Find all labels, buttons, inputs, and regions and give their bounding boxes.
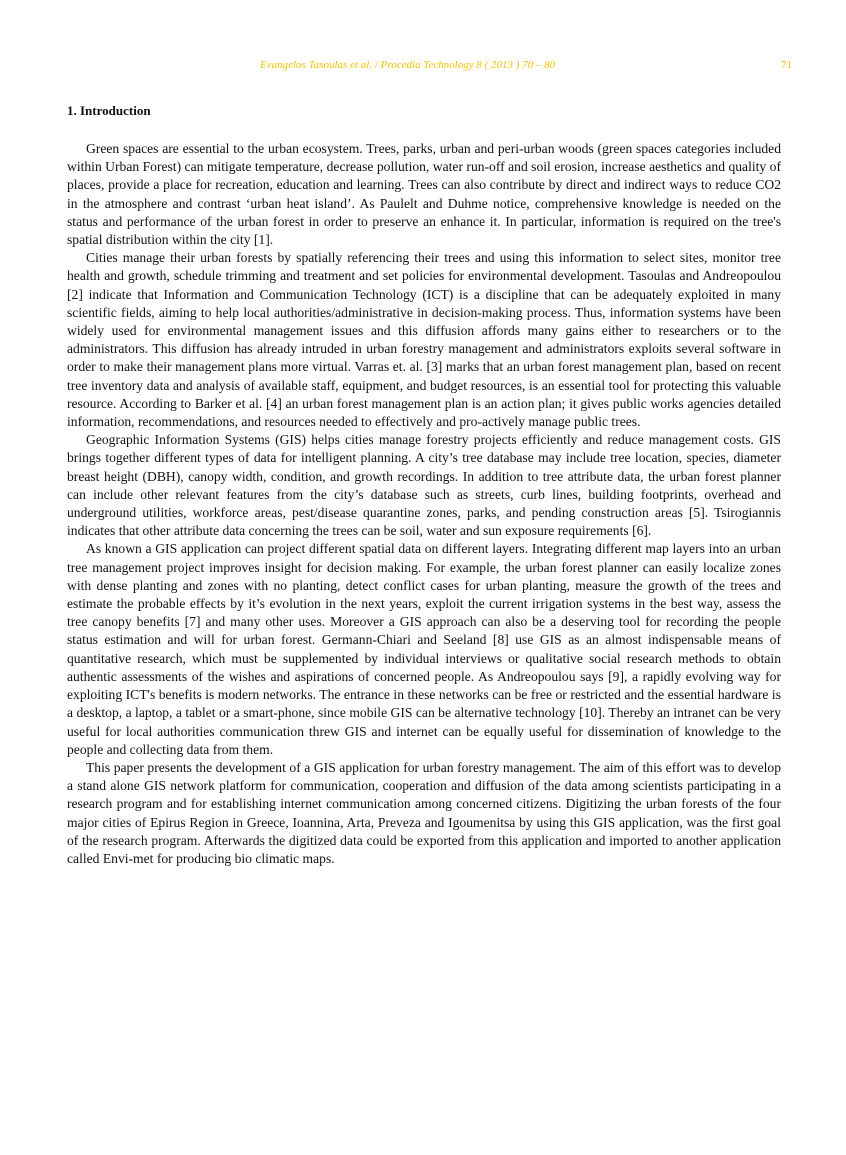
- paragraph-4: As known a GIS application can project different spatial data on different layers. Integrating different map layers into an urban tree management project improves insight for decision making. For example, the urban forest planner can easily localize zones with dense planting and zones with no planting, detect conflict cases for urban planting, measure the growth of the trees and estimate the probable effects by it’s evolution in the next years, exploit the current irrigation systems in the best way, assess the tree canopy benefits [7] and many other uses. Moreover a GIS approach can also be a deserving tool for recording the people status estimation and will for urban forest. Germann-Chiari and Seeland [8] use GIS as an almost indispensable means of quantitative research, which must be supplemented by individual interviews or qualitative social research methods to obtain authentic assessments of the wishes and aspirations of concerned people. As Andreopoulou says [9], a rapidly evolving way for exploiting ICT's benefits is modern networks. The entrance in these networks can be free or restricted and the essential hardware is a desktop, a laptop, a tablet or a smart-phone, since mobile GIS can be alternative technology [10]. Thereby an intranet can be very useful for local authorities communication threw GIS and internet can be equally useful for dissemination of knowledge to the people and collecting data from them.: [67, 541, 781, 757]
- running-header: [0, 59, 846, 75]
- paragraph-1: Green spaces are essential to the urban ecosystem. Trees, parks, urban and peri-urban woods (green spaces categories included within Urban Forest) can mitigate temperature, decrease pollution, water run-off and soil erosion, increase aesthetics and quality of places, provide a place for recreation, education and learning. Trees can also contribute by direct and indirect ways to reduce CO2 in the atmosphere and contrast ‘urban heat island’. As Paulelt and Duhme notice, comprehensive knowledge is needed on the status and performance of the urban forest in order to preserve an enhance it. In particular, information is required on the tree's spatial distribution within the city [1].: [67, 141, 781, 248]
- paragraph-2: Cities manage their urban forests by spatially referencing their trees and using this information to select sites, monitor tree health and growth, schedule trimming and treatment and set policies for environmental development. Tasoulas and Andreopoulou [2] indicate that Information and Communication Technology (ICT) is a discipline that can be adequately exploited in many scientific fields, aiming to help local authorities/administrative in decision-making process. Thus, information systems have been widely used for environmental management issues and this diffusion affords many gains either to researchers or to the administrators. This diffusion has already intruded in urban forestry management and administrators exploits several software in order to make their management plans more virtual. Varras et. al. [3] marks that an urban forest management plan, based on recent tree inventory data and analysis of available staff, equipment, and budget resources, is an essential tool for protecting this valuable resource. According to Barker et al. [4] an urban forest management plan is an action plan; it gives public works agencies detailed information, recommendations, and resources needed to effectively and pro-actively manage public trees.: [67, 250, 781, 430]
- page-number: 71: [781, 59, 792, 71]
- journal-citation: Evangelos Tasoulas et al. / Procedia Technology 8 ( 2013 ) 70 – 80: [260, 59, 556, 71]
- article-body: [67, 102, 781, 868]
- paragraph-3: Geographic Information Systems (GIS) helps cities manage forestry projects efficiently and reduce management costs. GIS brings together different types of data for intelligent planning. A city’s tree database may include tree location, species, diameter breast height (DBH), canopy width, condition, and growth recordings. In addition to tree attribute data, the urban forest planner can include other relevant features from the city’s database such as streets, curb lines, building footprints, overhead and underground utilities, workforce areas, pest/disease quarantine zones, parks, and pending construction areas [5]. Tsirogiannis indicates that other attribute data concerning the trees can be soil, water and sun exposure requirements [6].: [67, 432, 781, 539]
- paragraph-5: This paper presents the development of a GIS application for urban forestry management. The aim of this effort was to develop a stand alone GIS network platform for communication, cooperation and diffusion of the data among scientists participating in a research program and for establishing internet communication among concerned citizens. Digitizing the urban forests of the four major cities of Epirus Region in Greece, Ioannina, Arta, Preveza and Igoumenitsa by using this GIS application, was the first goal of the research program. Afterwards the digitized data could be exported from this application and imported to another application called Envi-met for producing bio climatic maps.: [67, 759, 781, 866]
- section-heading: 1. Introduction: [67, 103, 151, 118]
